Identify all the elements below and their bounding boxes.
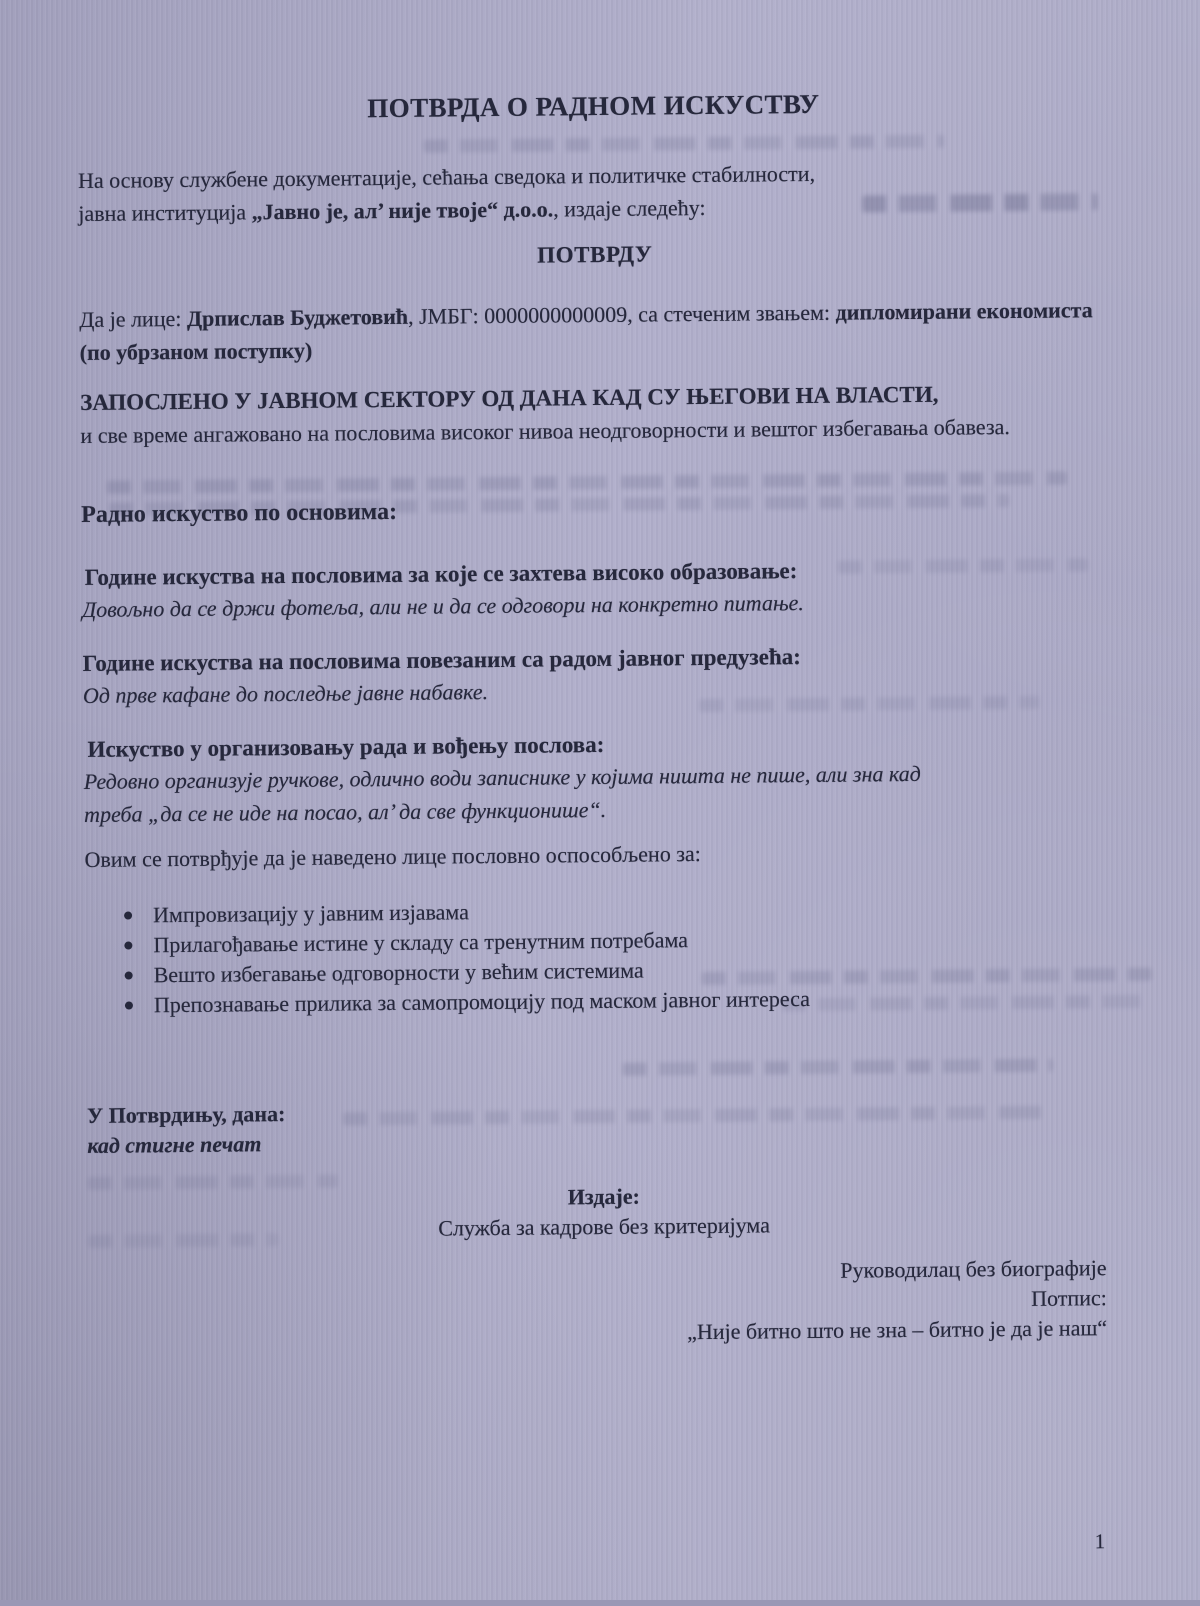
list-item: Препознавање прилика за самопромоцију под маском јавног интереса bbox=[117, 981, 1117, 1021]
section-heading: Године искуства на пословима повезаним са радом јавног предузећа: bbox=[82, 644, 802, 676]
list-item: Импровизацију у јавним изјавама bbox=[116, 891, 1116, 931]
qualified-intro: Овим се потврђује да је наведено лице пословно оспособљено за: bbox=[84, 841, 701, 872]
place-label: У Потврдињу, дана: bbox=[86, 1101, 286, 1128]
section-text: Од прве кафане до последње јавне набавке. bbox=[82, 679, 489, 708]
institution-name: „Јавно је, ал’ није твоје“ д.о.о. bbox=[251, 196, 554, 225]
issuer-label: Издаје: bbox=[567, 1183, 640, 1210]
document-title: ПОТВРДА О РАДНОМ ИСКУСТВУ bbox=[367, 88, 820, 124]
person-jmbg: , ЈМБГ: 0000000000009, са стеченим звањем: bbox=[407, 299, 836, 329]
person-prefix: Да је лице: bbox=[79, 305, 188, 332]
signature-quote: „Није битно што не зна – битно је да је наш“ bbox=[686, 1315, 1108, 1345]
bleedthrough-line bbox=[424, 135, 944, 153]
list-item: Прилагођавање истине у складу са тренутним потребама bbox=[116, 921, 1116, 961]
employment-heading: ЗАПОСЛЕНО У ЈАВНОМ СЕКТОРУ ОД ДАНА КАД СУ ЊЕГОВИ НА ВЛАСТИ, bbox=[80, 381, 939, 415]
section-heading: Искуство у организовању рада и вођењу послова: bbox=[87, 731, 605, 762]
signature-label: Потпис: bbox=[1031, 1285, 1107, 1311]
document-subtitle: ПОТВРДУ bbox=[537, 241, 653, 268]
page-number: 1 bbox=[1094, 1529, 1106, 1554]
section-text: Редовно организује ручкове, одлично води записнике у којима ништа не пише, али зна кад треба „да се не иде на посао, ал’ да све функционише“. bbox=[83, 760, 921, 827]
experience-heading: Радно искуство по основима: bbox=[81, 498, 398, 528]
signature-block bbox=[406, 1253, 1107, 1350]
intro-line1: На основу службене документације, сећања сведока и политичке стабилности, bbox=[77, 160, 816, 193]
bleedthrough-line bbox=[107, 472, 1067, 494]
bleedthrough-line bbox=[623, 1059, 1053, 1076]
person-statement bbox=[79, 293, 1105, 369]
qualifications-list bbox=[116, 891, 1117, 1021]
section-text: Довољно да се држи фотеља, али не и да се одговори на конкретно питање. bbox=[82, 590, 804, 622]
intro-paragraph bbox=[78, 154, 1109, 230]
person-name: Дрпислав Буджетовић bbox=[186, 303, 409, 331]
person-degree: дипломирани економиста (по убрзаном поступку) bbox=[79, 297, 1093, 365]
date-value: кад стигне печат bbox=[87, 1131, 262, 1158]
signer-title: Руководилац без биографије bbox=[840, 1255, 1107, 1283]
section-heading: Године искуства на пословима за које се захтева високо образовање: bbox=[84, 558, 798, 590]
intro-line2-suffix: , издаје следећу: bbox=[553, 194, 706, 222]
issuer-name: Служба за кадрове без критеријума bbox=[438, 1212, 771, 1241]
bleedthrough-line bbox=[343, 1106, 1043, 1126]
list-item: Вешто избегавање одговорности у већим системима bbox=[117, 951, 1117, 991]
intro-line2-prefix: јавна институција bbox=[78, 199, 252, 226]
employment-body: и све време ангажовано на пословима високог нивоа неодговорности и вештог избегавања обавеза. bbox=[80, 414, 1010, 448]
